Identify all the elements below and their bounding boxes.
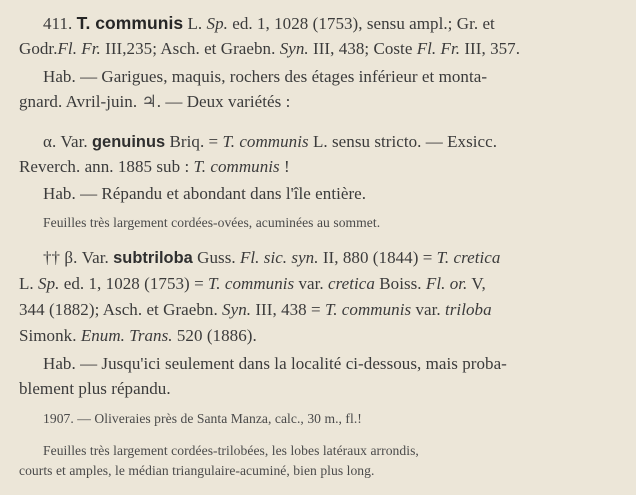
varieties-intro: . — Deux variétés :	[156, 92, 291, 111]
exsiccata-ref: Reverch. ann. 1885 sub :	[19, 157, 194, 176]
taxon-name: T. communis	[193, 157, 280, 176]
species-name: T. communis	[76, 13, 184, 33]
taxon-name: T. communis	[208, 274, 295, 293]
citation-text: III,235; Asch. et Graebn.	[100, 39, 280, 58]
variety-b-line-3	[19, 298, 635, 322]
variety-text: II, 880 (1844) =	[318, 248, 437, 267]
variety-text: L. sensu stricto. — Exsicc.	[308, 132, 498, 151]
authority: L.	[183, 14, 207, 33]
variety-text: var.	[411, 300, 445, 319]
variety-text: V,	[467, 274, 486, 293]
variety-b-note-1: Feuilles très largement cordées-trilobées, les lobes latéraux arrondis,	[43, 443, 419, 458]
variety-text: Briq. =	[165, 132, 223, 151]
citation-work: Syn.	[222, 300, 252, 319]
variety-a-line-1	[43, 130, 633, 154]
variety-b-note-2: courts et amples, le médian triangulaire-acuminé, bien plus long.	[19, 463, 375, 478]
perennial-symbol: ♃	[141, 92, 157, 111]
exclamation: !	[279, 157, 290, 176]
variety-name: genuinus	[91, 133, 166, 151]
variety-b-locality: 1907. — Oliveraies près de Santa Manza, calc., 30 m., fl.!	[43, 411, 362, 426]
variety-b-habitat-2: blement plus répandu.	[19, 379, 171, 398]
habitat-line-1: Hab. — Garigues, maquis, rochers des étages inférieur et monta-	[43, 67, 488, 86]
citation-edition: ed. 1, 1028 (1753), sensu ampl.; Gr. et	[227, 14, 495, 33]
variety-text: III, 438 =	[251, 300, 325, 319]
habitat-line-2	[19, 90, 635, 114]
entry-heading-line-2	[19, 37, 635, 61]
variety-label: α. Var.	[43, 132, 92, 151]
citation-work: Fl. Fr.	[416, 39, 461, 58]
variety-text: Simonk.	[19, 326, 81, 345]
variety-text: Boiss.	[374, 274, 426, 293]
variety-a-habitat: Hab. — Répandu et abondant dans l'île entière.	[43, 184, 367, 203]
variety-text: L.	[19, 274, 39, 293]
citation-work: Enum. Trans.	[80, 326, 173, 345]
taxon-name: T. communis	[324, 300, 412, 319]
taxon-name: triloba	[444, 300, 492, 319]
citation-text: III, 357.	[460, 39, 521, 58]
citation-work: Sp.	[38, 274, 60, 293]
citation-work: Fl. or.	[425, 274, 468, 293]
variety-text: Guss.	[192, 248, 240, 267]
variety-a-note: Feuilles très largement cordées-ovées, acuminées au sommet.	[43, 215, 381, 230]
citation-author: Godr.	[19, 39, 58, 58]
citation-text: III, 438; Coste	[308, 39, 417, 58]
variety-text: ed. 1, 1028 (1753) =	[59, 274, 209, 293]
variety-label: †† β. Var.	[43, 248, 114, 267]
entry-number: 411.	[43, 14, 73, 33]
variety-text: 344 (1882); Asch. et Graebn.	[19, 300, 223, 319]
taxon-name: T. communis	[222, 132, 309, 151]
variety-b-line-1	[43, 246, 633, 270]
variety-a-line-2	[19, 155, 635, 179]
entry-heading-line-1	[43, 11, 633, 35]
variety-text: 520 (1886).	[172, 326, 257, 345]
variety-b-habitat-1: Hab. — Jusqu'ici seulement dans la localité ci-dessous, mais proba-	[43, 354, 507, 373]
variety-b-line-4	[19, 324, 635, 348]
variety-name: subtriloba	[113, 249, 193, 267]
flowering-period: gnard. Avril-juin.	[19, 92, 142, 111]
citation-sp: Sp.	[206, 14, 228, 33]
citation-work: Syn.	[279, 39, 309, 58]
citation-work: Fl. Fr.	[57, 39, 101, 58]
variety-text: var.	[294, 274, 329, 293]
citation-work: Fl. sic. syn.	[239, 248, 319, 267]
taxon-name: T. cretica	[436, 248, 501, 267]
taxon-name: cretica	[328, 274, 375, 293]
variety-b-line-2	[19, 272, 635, 296]
